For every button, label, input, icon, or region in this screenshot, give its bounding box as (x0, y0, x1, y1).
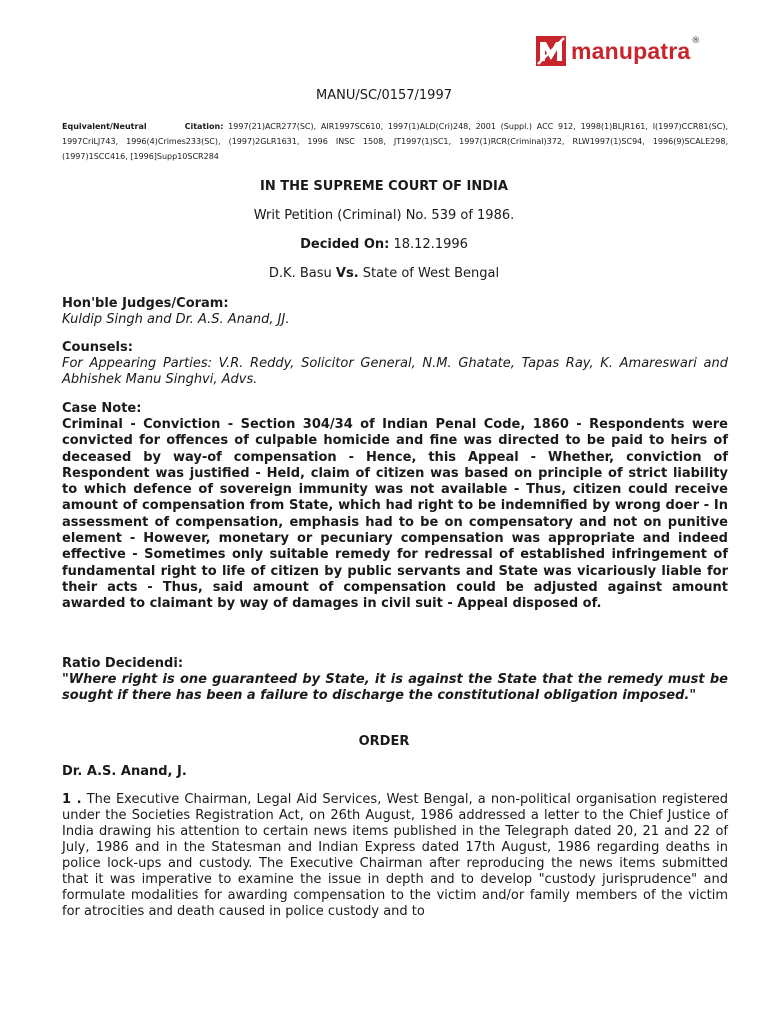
judges-heading: Hon'ble Judges/Coram: (62, 296, 229, 311)
decided-date: 18.12.1996 (393, 237, 468, 252)
petitioner: D.K. Basu (268, 266, 332, 281)
manupatra-logo (536, 36, 700, 66)
citation-label-right: Citation: (184, 122, 224, 131)
case-note-heading: Case Note: (62, 401, 142, 416)
order-author: Dr. A.S. Anand, J. (62, 764, 187, 779)
paragraph-text: The Executive Chairman, Legal Aid Services, West Bengal, a non-political organisation registered under the Societies Registration Act, on 26th August, 1986 addressed a letter to the Chief Justice of India drawing his attention to certain news items published in the Telegraph dated 20, 21 and 22 of July, 1986 and in the Statesman and Indian Express dated 17th August, 1986 regarding deaths in police lock-ups and custody. The Executive Chairman after reproducing the news items submitted that it was imperative to examine the issue in depth and to develop "custody jurisprudence" and formulate modalities for awarding compensation to the victim and/or family members of the victim for atrocities and death caused in police custody and to (62, 792, 729, 919)
citation-text: 1997(21)ACR277(SC), AIR1997SC610, 1997(1)ALD(Cri)248, 2001 (Suppl.) ACC 912, 1998(1)BLJR161, I(1997)CCR81(SC), 1997CriLJ743, 1996(4)Crimes233(SC), (1997)2GLR1631, 1996 INSC 1508, JT1997(1)SC1, 1997(1)RCR(Criminal)372, RLW1997(1)SC94, 1996(9)SCALE298, (1997)1SCC416, [1996]Supp10SCR284 (62, 122, 729, 161)
logo-wordmark: manupatra (571, 37, 691, 64)
order-paragraph (62, 792, 728, 920)
court-name: IN THE SUPREME COURT OF INDIA (260, 179, 508, 194)
case-parties (0, 266, 768, 281)
decided-label: Decided On: (300, 237, 390, 252)
case-note-section (62, 401, 728, 613)
counsels-text: For Appearing Parties: V.R. Reddy, Solicitor General, N.M. Ghatate, Tapas Ray, K. Amareswari and Abhishek Manu Singhvi, Advs. (62, 356, 728, 387)
order-heading: ORDER (358, 734, 410, 749)
counsels-section (62, 340, 728, 388)
respondent: State of West Bengal (362, 266, 500, 281)
versus: Vs. (335, 266, 359, 281)
ratio-text: "Where right is one guaranteed by State, it is against the State that the remedy must be sought if there has been a failure to discharge the constitutional obligation imposed." (62, 672, 728, 703)
manupatra-logo-icon (536, 36, 566, 66)
ratio-section (62, 656, 728, 704)
writ-petition: Writ Petition (Criminal) No. 539 of 1986. (253, 208, 515, 223)
registered-mark: ® (691, 36, 701, 46)
citation-label-left: Equivalent/Neutral (62, 122, 147, 131)
ratio-heading: Ratio Decidendi: (62, 656, 184, 671)
manu-citation-id: MANU/SC/0157/1997 (316, 88, 452, 103)
judges-text: Kuldip Singh and Dr. A.S. Anand, JJ. (62, 312, 290, 327)
case-note-text: Criminal - Conviction - Section 304/34 of Indian Penal Code, 1860 - Respondents were convicted for offences of culpable homicide and fine was directed to be paid to heirs of deceased by way-of compensation - Hence, this Appeal - Whether, conviction of Respondent was justified - Held, claim of citizen was based on principle of strict liability to which defence of sovereign immunity was not available - Thus, citizen could receive amount of compensation from State, which had right to be indemnified by wrong doer - In assessment of compensation, emphasis had to be on compensatory and not on punitive element - However, monetary or pecuniary compensation was appropriate and indeed effective - Sometimes only suitable remedy for redressal of established infringement of fundamental right to life of citizen by public servants and State was vicariously liable for their acts - Thus, said amount of compensation could be adjusted against amount awarded to claimant by way of damages in civil suit - Appeal disposed of. (62, 417, 728, 612)
judges-section (62, 296, 728, 328)
counsels-heading: Counsels: (62, 340, 133, 355)
equivalent-citation (62, 119, 728, 164)
decided-on (0, 237, 768, 252)
paragraph-number: 1 . (62, 792, 82, 807)
